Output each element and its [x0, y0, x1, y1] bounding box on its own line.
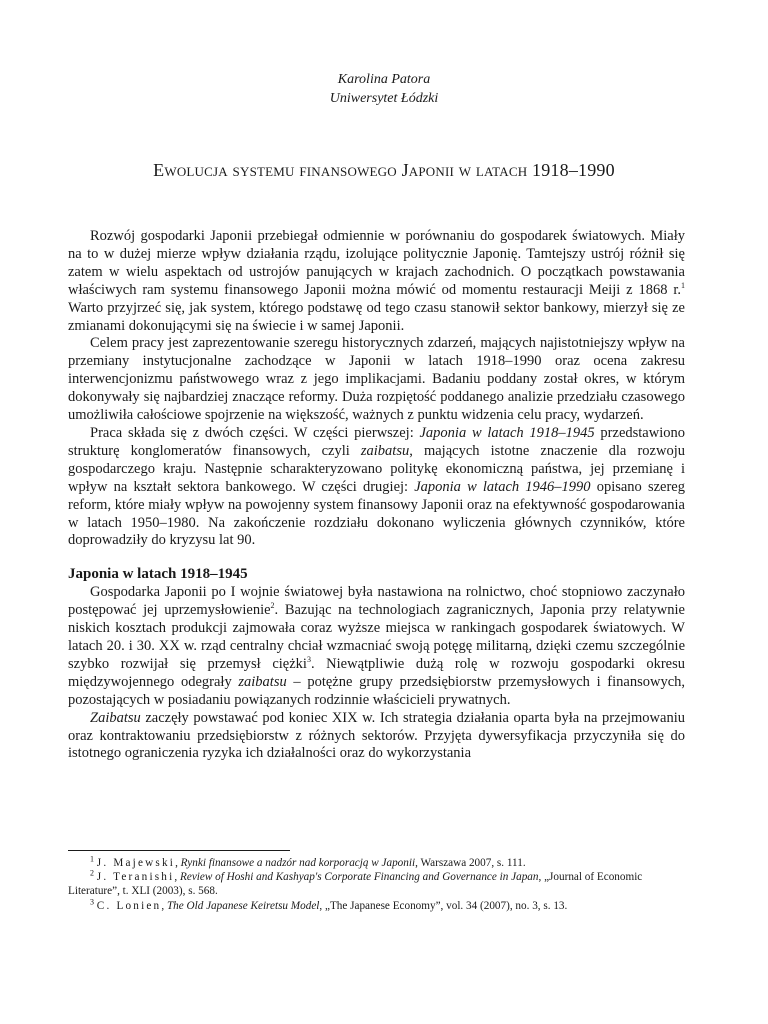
- italic-run: zaibatsu: [360, 442, 410, 459]
- article-title: Ewolucja systemu finansowego Japonii w latach 1918–1990: [153, 160, 615, 180]
- footnote-number: 1: [90, 854, 94, 864]
- footnote-details: , „Journal of Economic Literature”, t. XLI (2003), s. 568.: [68, 871, 643, 898]
- author-name: Karolina Patora: [337, 72, 431, 87]
- footnote-number: 2: [90, 868, 94, 878]
- footnote-number: 3: [90, 896, 94, 906]
- italic-run: zaibatsu: [238, 673, 287, 690]
- intro-paragraph-3: [68, 425, 685, 550]
- text-run: Rozwój gospodarki Japonii przebiegał odmiennie w porównaniu do gospodarek światowych. Miały na to w dużej mierze wpływ działania rządu, izolujące politycznie Japonię. Tamtejszy ustrój różnił się zatem w wielu aspektach od ustrojów panujących w krajach zachodnich. O początkach powstawania właściwych ram systemu finansowego Japonii można mówić od momentu restauracji Meiji z 1868 r.: [68, 228, 685, 298]
- footnote-author: J. Majewski: [96, 857, 176, 869]
- text-run: opisano szereg reform, które miały wpływ na powojenny system finansowy Japonii oraz na efektywność gospodarowania w latach 1950–1980. Na zakończenie rozdziału dokonano wyliczenia głównych czynników, które doprowadziły do kryzysu lat 90.: [68, 478, 685, 549]
- footnote-2: $^2$ J. Teranishi, Review of Hoshi and Kashyap's Corporate Financing and Governance in Japan, „Journal of Economic Literature”, t. XLI (2003), s. 568.: [68, 868, 643, 898]
- text-run: zaczęły powstawać pod koniec XIX w. Ich strategia działania oparta była na przejmowaniu oraz kontraktowaniu przedsiębiorstw z różnych sektorów. Przyjęta dywersyfikacja przyczyniła się do istotnego ograniczenia ryzyka ich działalności oraz do wykorzystania: [68, 709, 685, 762]
- author-affiliation: Uniwersytet Łódzki: [329, 91, 439, 106]
- footnote-author: J. Teranishi: [96, 871, 175, 884]
- text-run: . Niewątpliwie dużą rolę w rozwoju gospodarki okresu międzywojennego odegrały: [68, 655, 685, 690]
- footnote-separator: [68, 850, 290, 851]
- intro-paragraph-1: [68, 228, 685, 335]
- section-heading: Japonia w latach 1918–1945: [68, 566, 248, 583]
- footnote-ref-1: 1: [681, 280, 685, 290]
- text-run: przedstawiono strukturę konglomeratów finansowych, czyli: [68, 424, 685, 459]
- section-paragraph-2: [68, 710, 685, 764]
- footnote-author: C. Lonien: [96, 899, 162, 912]
- footnote-title: The Old Japanese Keiretsu Model: [166, 899, 320, 912]
- footnote-ref-2: 2: [270, 601, 275, 611]
- footnote-title: Review of Hoshi and Kashyap's Corporate Financing and Governance in Japan: [180, 871, 539, 884]
- intro-paragraph-2: Celem pracy jest zaprezentowanie szeregu historycznych zdarzeń, mających najistotniejszy wpływ na przemiany instytucjonalne zachodzące w Japonii w latach 1918–1990 oraz ocena zakresu interwencjonizmu państwowego wraz z jego implikacjami. Badaniu poddany został okres, w którym dokonywały się najbardziej znaczące reformy. Duża rozpiętość poddanego analizie przedziału czasowego umożliwiła całościowe spojrzenie na większość, ważnych z punktu widzenia celu pracy, wydarzeń.: [68, 335, 685, 424]
- italic-run: Japonia w latach 1946–1990: [414, 478, 591, 495]
- italic-run: Zaibatsu: [90, 709, 141, 726]
- footnote-1: $^1$ J. Majewski, Rynki finansowe a nadzór nad korporacją w Japonii, Warszawa 2007, s. 111.: [90, 854, 526, 869]
- author-block: [0, 70, 768, 108]
- text-run: Praca składa się z dwóch części. W części pierwszej:: [90, 424, 420, 441]
- footnote-title: Rynki finansowe a nadzór nad korporacją w Japonii: [180, 857, 416, 869]
- footnote-details: , Warszawa 2007, s. 111.: [415, 857, 526, 869]
- footnote-3: $^3$ C. Lonien, The Old Japanese Keiretsu Model, „The Japanese Economy”, vol. 34 (2007), no. 3, s. 13.: [90, 896, 568, 912]
- text-run: . Bazując na technologiach zagranicznych, Japonia przy relatywnie niskich kosztach produkcji zajmowała coraz wyższe miejsca w rankingach gospodarek światowych. W latach 20. i 30. XX w. rząd centralny chciał wzmacniać swoją potęgę militarną, dzięki czemu szczególnie szybko rozwijał się przemysł ciężki: [68, 602, 685, 672]
- italic-run: Japonia w latach 1918–1945: [419, 424, 595, 441]
- text-run: , mających istotne znaczenie dla rozwoju gospodarczego kraju. Następnie scharakteryzowano politykę ekonomiczną państwa, jej przemianę i wpływ na kształt sektora bankowego. W części drugiej:: [68, 442, 685, 495]
- section-paragraph-1: [68, 584, 685, 709]
- article-body: [68, 228, 685, 763]
- footnote-ref-3: 3: [306, 655, 311, 665]
- text-run: Warto przyjrzeć się, jak system, którego podstawę od tego czasu stanowił sektor bankowy, mierzył się ze zmianami dokonującymi się na świecie i w samej Japonii.: [68, 299, 685, 334]
- text-run: – potężne grupy przedsiębiorstw przemysłowych i finansowych, pozostających w posiadaniu powiązanych rodzinnie właścicieli prywatnych.: [68, 673, 685, 708]
- footnote-details: , „The Japanese Economy”, vol. 34 (2007), no. 3, s. 13.: [319, 899, 568, 912]
- text-run: Gospodarka Japonii po I wojnie światowej była nastawiona na rolnictwo, choć stopniowo zaczynało postępować jej uprzemysłowienie: [68, 584, 685, 619]
- footnotes: [68, 856, 685, 913]
